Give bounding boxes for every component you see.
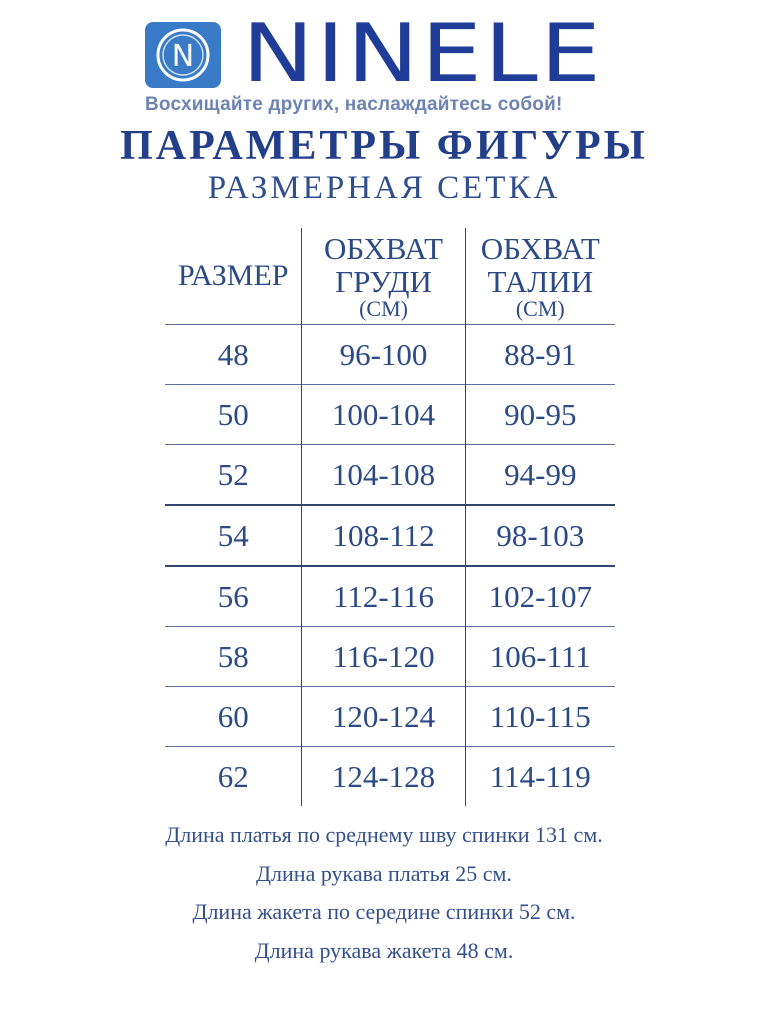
cell-size: 54 [165, 505, 302, 566]
header-waist-line2: ТАЛИИ [487, 264, 594, 299]
size-chart-table [165, 228, 615, 806]
header-size-label: РАЗМЕР [177, 259, 289, 292]
note-jacket-sleeve: Длина рукава жакета 48 см. [254, 937, 514, 963]
note-jacket-length: Длина жакета по середине спинки 52 см. [192, 899, 576, 924]
header-waist-unit: (СМ) [515, 296, 565, 321]
table-header-row [165, 228, 615, 325]
cell-size: 52 [165, 445, 302, 506]
table-row [165, 385, 615, 445]
cell-waist: 102-107 [465, 566, 615, 627]
ninele-logo-icon [145, 22, 221, 88]
table-row [165, 627, 615, 687]
cell-waist: 110-115 [465, 687, 615, 747]
logo-letter: N [171, 39, 195, 74]
cell-bust: 124-128 [302, 747, 465, 807]
measurement-notes [0, 816, 768, 970]
cell-size: 60 [165, 687, 302, 747]
cell-waist: 114-119 [465, 747, 615, 807]
header-bust [302, 228, 465, 325]
logo-emblem [150, 25, 216, 85]
cell-bust: 100-104 [302, 385, 465, 445]
cell-bust: 116-120 [302, 627, 465, 687]
note-dress-length: Длина платья по среднему шву спинки 131 см. [165, 822, 603, 847]
cell-waist: 98-103 [465, 505, 615, 566]
cell-size: 48 [165, 325, 302, 385]
header-bust-unit: (СМ) [359, 296, 408, 321]
brand-slogan: Восхищайте других, наслаждайтесь собой! [145, 94, 563, 115]
cell-waist: 106-111 [465, 627, 615, 687]
table-row [165, 747, 615, 807]
header-bust-line1: ОБХВАТ [323, 231, 444, 266]
brand-header [0, 0, 768, 125]
cell-waist: 90-95 [465, 385, 615, 445]
header-bust-line2: ГРУДИ [335, 264, 432, 299]
header-size [165, 228, 302, 325]
cell-waist: 94-99 [465, 445, 615, 506]
header-waist [465, 228, 615, 325]
brand-name: NINELE [242, 7, 604, 100]
table-row [165, 445, 615, 506]
cell-bust: 120-124 [302, 687, 465, 747]
page-subtitle: РАЗМЕРНАЯ СЕТКА [207, 170, 561, 206]
table-row [165, 566, 615, 627]
cell-bust: 104-108 [302, 445, 465, 506]
cell-bust: 96-100 [302, 325, 465, 385]
cell-size: 62 [165, 747, 302, 807]
note-dress-sleeve: Длина рукава платья 25 см. [256, 860, 512, 886]
cell-bust: 112-116 [302, 566, 465, 627]
table-row [165, 687, 615, 747]
cell-waist: 88-91 [465, 325, 615, 385]
header-waist-line1: ОБХВАТ [480, 231, 600, 266]
cell-bust: 108-112 [302, 505, 465, 566]
table-row [165, 325, 615, 385]
cell-size: 50 [165, 385, 302, 445]
table-row [165, 505, 615, 566]
cell-size: 56 [165, 566, 302, 627]
page-title: ПАРАМЕТРЫ ФИГУРЫ [120, 123, 648, 169]
cell-size: 58 [165, 627, 302, 687]
